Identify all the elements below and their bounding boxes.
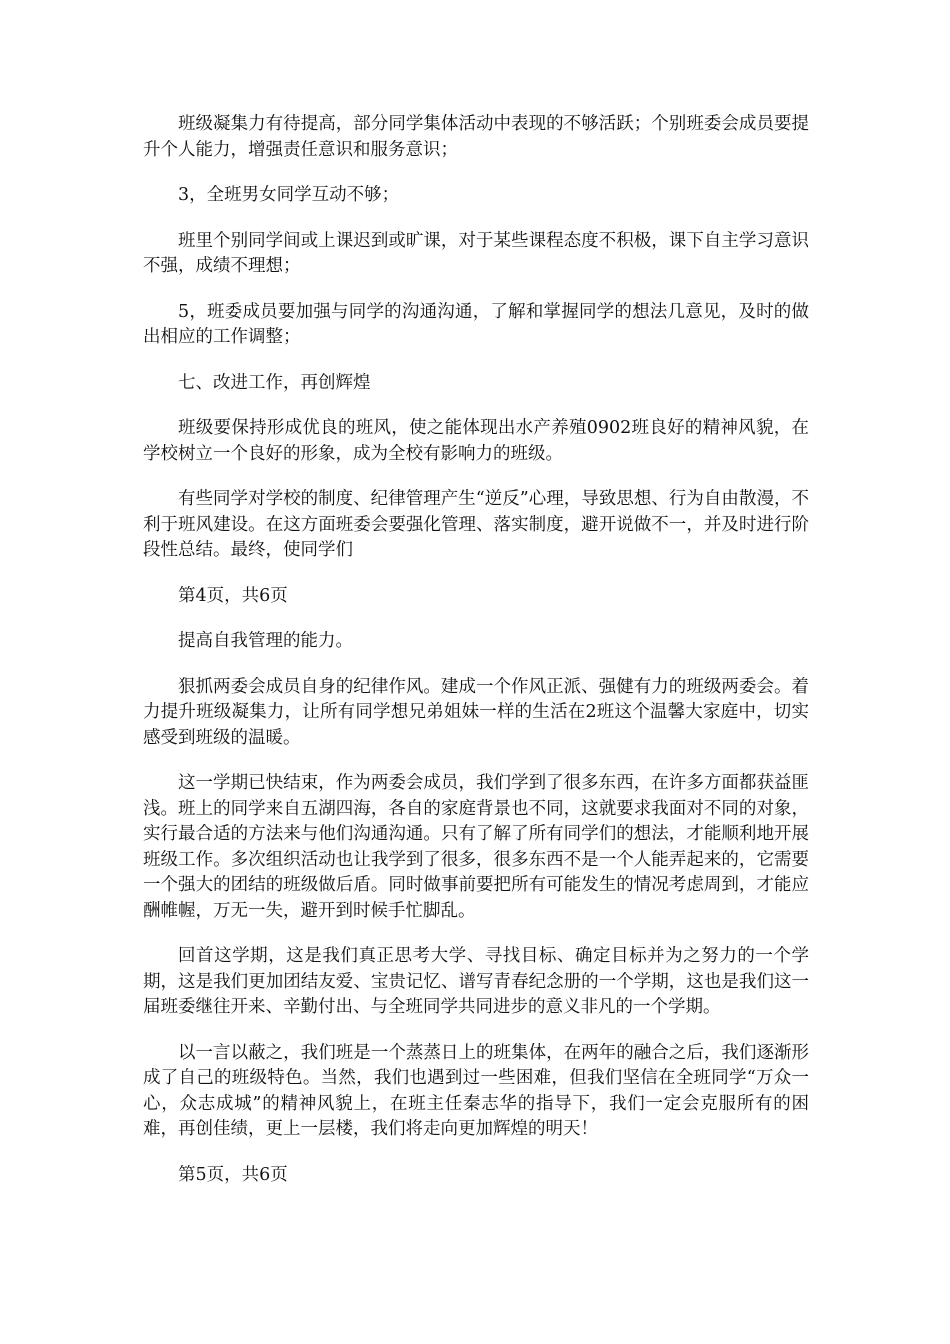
section-heading-7: 七、改进工作，再创辉煌 (178, 372, 371, 393)
paragraph-point-5: 5，班委成员要加强与同学的沟通沟通，了解和掌握同学的想法几意见，及时的做出相应的工作调整； (143, 301, 809, 347)
document-page (143, 112, 809, 1208)
page-number-4: 第4页，共6页 (178, 585, 288, 606)
paragraph-attendance: 班里个别同学间或上课迟到或旷课，对于某些课程态度不积极，课下自主学习意识不强，成绩不理想； (143, 230, 809, 276)
paragraph-semester-end: 这一学期已快结束，作为两委会成员，我们学到了很多东西，在许多方面都获益匪浅。班上的同学来自五湖四海，各自的家庭背景也不同，这就要求我面对不同的对象，实行最合适的方法来与他们沟通沟通。只有了解了所有同学们的想法，才能顺利地开展班级工作。多次组织活动也让我学到了很多，很多东西不是一个人能弄起来的，它需要一个强大的团结的班级做后盾。同时做事前要把所有可能发生的情况考虑周到，才能应酬帷幄，万无一失，避开到时候手忙脚乱。 (143, 773, 809, 921)
paragraph-looking-back: 回首这学期，这是我们真正思考大学、寻找目标、确定目标并为之努力的一个学期，这是我们更加团结友爱、宝贵记忆、谱写青春纪念册的一个学期，这也是我们这一届班委继往开来、辛勤付出、与全班同学共同进步的意义非凡的一个学期。 (143, 946, 809, 1017)
paragraph-class-style: 班级要保持形成优良的班风，使之能体现出水产养殖0902班良好的精神风貌，在学校树立一个良好的形象，成为全校有影响力的班级。 (143, 418, 809, 464)
paragraph-discipline: 狠抓两委会成员自身的纪律作风。建成一个作风正派、强健有力的班级两委会。着力提升班级凝集力，让所有同学想兄弟姐妹一样的生活在2班这个温馨大家庭中，切实感受到班级的温暖。 (143, 676, 809, 748)
paragraph-self-management: 提高自我管理的能力。 (178, 631, 353, 651)
paragraph-conclusion: 以一言以蔽之，我们班是一个蒸蒸日上的班集体，在两年的融合之后，我们逐渐形成了自己的班级特色。当然，我们也遇到过一些困难，但我们坚信在全班同学“万众一心，众志成城”的精神风貌上，在班主任秦志华的指导下，我们一定会克服所有的困难，再创佳绩，更上一层楼，我们将走向更加辉煌的明天！ (143, 1042, 809, 1139)
paragraph-cohesion: 班级凝集力有待提高，部分同学集体活动中表现的不够活跃；个别班委会成员要提升个人能力，增强责任意识和服务意识； (143, 114, 809, 160)
page-number-5: 第5页，共6页 (178, 1164, 288, 1185)
paragraph-point-3: 3，全班男女同学互动不够； (178, 185, 400, 205)
paragraph-rebellion: 有些同学对学校的制度、纪律管理产生“逆反”心理，导致思想、行为自由散漫，不利于班风建设。在这方面班委会要强化管理、落实制度，避开说做不一，并及时进行阶段性总结。最终，使同学们 (143, 489, 809, 560)
